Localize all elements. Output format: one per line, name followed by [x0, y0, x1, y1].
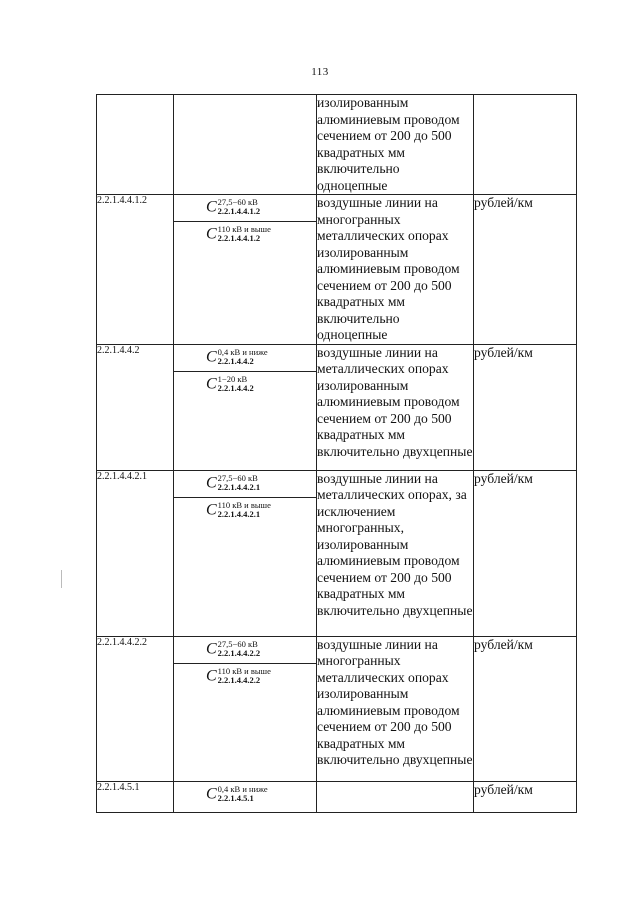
description-cell: воздушные линии на металлических опорах, за исключением многогранных, изолированным алюминиевым проводом сечением от 200 до 500 квадратных мм включительно двухцепные: [317, 470, 474, 636]
unit-cell: рублей/км: [474, 195, 577, 345]
rate-symbol: C 27,5−60 кВ 2.2.1.4.4.2.2: [206, 638, 261, 658]
code-cell: 2.2.1.4.4.1.2: [97, 195, 174, 345]
code-cell: 2.2.1.4.4.2: [97, 344, 174, 470]
code-cell: 2.2.1.4.5.1: [97, 781, 174, 812]
symbol-cell: [174, 344, 317, 470]
description-cell: воздушные линии на многогранных металлических опорах изолированным алюминиевым проводом сечением от 200 до 500 квадратных мм включительно одноцепные: [317, 195, 474, 345]
rate-symbol: C 27,5−60 кВ 2.2.1.4.4.1.2: [206, 197, 261, 217]
symbol-cell: [174, 781, 317, 812]
table-row: [97, 470, 577, 636]
description-cell: воздушные линии на многогранных металлических опорах изолированным алюминиевым проводом сечением от 200 до 500 квадратных мм включительно двухцепные: [317, 636, 474, 781]
unit-cell: рублей/км: [474, 636, 577, 781]
code-cell: 2.2.1.4.4.2.1: [97, 470, 174, 636]
table-row: [97, 636, 577, 781]
symbol-cell: [174, 195, 317, 345]
rate-symbol: C 27,5−60 кВ 2.2.1.4.4.2.1: [206, 472, 261, 492]
page-number: 113: [311, 66, 329, 78]
tariff-table: [96, 94, 577, 813]
code-cell: [97, 95, 174, 195]
symbol-cell: [174, 636, 317, 781]
rate-symbol: C 110 кВ и выше 2.2.1.4.4.2.2: [174, 663, 316, 690]
unit-cell: рублей/км: [474, 470, 577, 636]
unit-cell: рублей/км: [474, 344, 577, 470]
unit-cell: рублей/км: [474, 781, 577, 812]
rate-symbol: C 0,4 кВ и ниже 2.2.1.4.4.2: [206, 346, 268, 366]
description-cell: [317, 781, 474, 812]
unit-cell: [474, 95, 577, 195]
margin-mark: [61, 570, 62, 588]
symbol-cell: [174, 470, 317, 636]
description-cell: воздушные линии на металлических опорах изолированным алюминиевым проводом сечением от 200 до 500 квадратных мм включительно двухцепные: [317, 344, 474, 470]
rate-symbol: C 0,4 кВ и ниже 2.2.1.4.5.1: [206, 783, 268, 803]
table-row-continuation: [97, 95, 577, 195]
rate-symbol: C 110 кВ и выше 2.2.1.4.4.2.1: [174, 497, 316, 524]
rate-symbol: C 1−20 кВ 2.2.1.4.4.2: [174, 371, 316, 398]
description-cell: изолированным алюминиевым проводом сечением от 200 до 500 квадратных мм включительно одноцепные: [317, 95, 474, 195]
code-cell: 2.2.1.4.4.2.2: [97, 636, 174, 781]
table-row: [97, 195, 577, 345]
symbol-cell: [174, 95, 317, 195]
table-row: [97, 781, 577, 812]
rate-symbol: C 110 кВ и выше 2.2.1.4.4.1.2: [174, 221, 316, 248]
table-row: [97, 344, 577, 470]
